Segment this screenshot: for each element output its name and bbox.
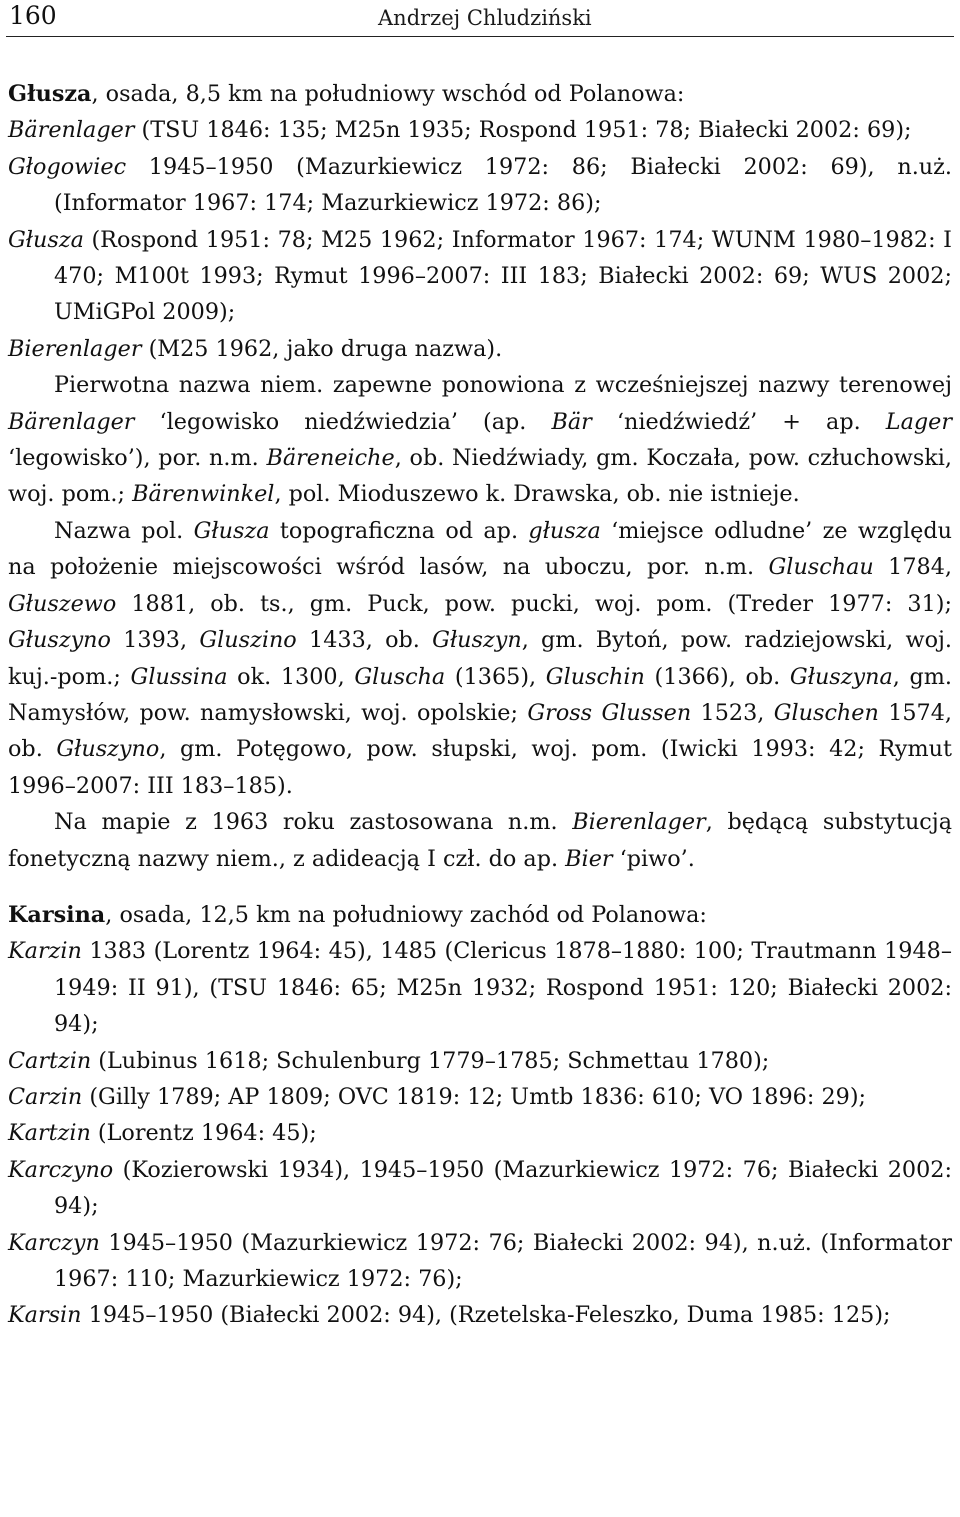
historical-form: [8, 1043, 952, 1079]
dictionary-content: [8, 76, 952, 1334]
name-form: Gross Glussen: [527, 699, 692, 726]
entry-karsina: [8, 897, 952, 1334]
name-form: Bärenlager: [8, 408, 135, 435]
text-run: (Kozierowski 1934), 1945–1950 (Mazurkiewicz 1972: 76; Białecki 2002: 94);: [54, 1156, 952, 1220]
historical-form: [8, 933, 952, 1042]
historical-form: [8, 1079, 952, 1115]
text-run: 1523,: [691, 699, 774, 726]
text-run: topograficzna od ap.: [269, 517, 529, 544]
text-run: 1881, ob. ts., gm. Puck, pow. pucki, woj. pom. (Treder 1977: 31);: [116, 590, 952, 617]
historical-form: [8, 1152, 952, 1225]
name-form: Bärenwinkel: [132, 481, 275, 508]
historical-form: [8, 1115, 952, 1151]
text-run: , osada, 8,5 km na południowy wschód od Polanowa:: [91, 81, 685, 107]
page-number: 160: [9, 1, 57, 30]
text-run: ‘legowisko niedźwiedzia’ (ap.: [134, 408, 552, 435]
text-run: , gm. Potęgowo, pow. słupski, woj. pom. (Iwicki 1993: 42; Rymut 1996–2007: III 183–185).: [8, 736, 952, 799]
text-run: 1574, ob.: [8, 699, 953, 763]
text-run: 1393,: [110, 627, 200, 654]
text-run: Pierwotna nazwa niem. zapewne ponowiona z wcześniejszej nazwy terenowej: [54, 372, 952, 399]
name-form: Glussina: [130, 663, 228, 690]
etymology-paragraph: [8, 367, 952, 513]
name-form: głusza: [528, 517, 601, 544]
name-form: Bär: [551, 408, 592, 435]
text-run: (1365),: [445, 663, 546, 690]
historical-form: [8, 1225, 952, 1298]
text-run: (Rospond 1951: 78; M25 1962; Informator 1967: 174; WUNM 1980–1982: I 470; M100t 1993; Rymut 1996–2007: III 183; Białecki 2002: 69; WUS 2002; UMiGPol 2009);: [54, 226, 952, 326]
headword: Karsina: [8, 901, 106, 928]
name-form: Gluszino: [199, 627, 297, 654]
name-form: Kartzin: [8, 1120, 91, 1147]
name-form: Głuszyna: [789, 663, 893, 690]
entry-lead: [8, 76, 952, 112]
text-run: ok. 1300,: [227, 663, 355, 690]
etymology-paragraph: [8, 513, 952, 804]
headword: Głusza: [8, 81, 92, 107]
text-run: Nazwa pol.: [54, 517, 194, 544]
name-form: Bärenlager: [8, 117, 135, 144]
text-run: ‘niedźwiedź’ + ap.: [591, 408, 886, 435]
name-form: Gluschen: [773, 699, 879, 726]
text-run: 1945–1950 (Mazurkiewicz 1972: 86; Białecki 2002: 69), n.uż. (Informator 1967: 174; Mazurkiewicz 1972: 86);: [54, 153, 952, 217]
etymology-paragraph: [8, 804, 952, 877]
name-form: Bierenlager: [572, 809, 706, 836]
name-form: Bier: [565, 845, 613, 872]
name-form: Głusza: [193, 517, 270, 544]
historical-form: [8, 1297, 952, 1333]
name-form: Gluschin: [545, 663, 645, 690]
name-form: Bierenlager: [8, 335, 142, 362]
historical-form: [8, 222, 952, 331]
text-run: (TSU 1846: 135; M25n 1935; Rospond 1951: 78; Białecki 2002: 69);: [134, 117, 912, 144]
text-run: 1433, ob.: [296, 627, 433, 654]
text-run: , osada, 12,5 km na południowy zachód od Polanowa:: [105, 901, 707, 928]
name-form: Bäreneiche: [266, 445, 395, 472]
name-form: Lager: [885, 408, 952, 435]
text-run: , gm. Namysłów, pow. namysłowski, woj. opolskie;: [8, 663, 953, 726]
text-run: Na mapie z 1963 roku zastosowana n.m.: [54, 809, 573, 836]
name-form: Karczyn: [8, 1229, 100, 1256]
text-run: 1383 (Lorentz 1964: 45), 1485 (Clericus 1878–1880: 100; Trautmann 1948–1949: II 91), (TSU 1846: 65; M25n 1932; Rospond 1951: 120; Białecki 2002: 94);: [54, 938, 952, 1038]
name-form: Karsin: [8, 1302, 82, 1329]
historical-form: [8, 149, 952, 222]
name-form: Gluscha: [354, 663, 446, 690]
text-run: 1945–1950 (Mazurkiewicz 1972: 76; Białecki 2002: 94), n.uż. (Informator 1967: 110; Mazurkiewicz 1972: 76);: [54, 1229, 952, 1292]
page-header: [6, 0, 954, 37]
name-form: Głogowiec: [8, 153, 127, 180]
entry-lead: [8, 897, 952, 933]
running-title: Andrzej Chludziński: [378, 6, 592, 30]
name-form: Karzin: [8, 938, 82, 965]
text-run: (Lubinus 1618; Schulenburg 1779–1785; Schmettau 1780);: [91, 1047, 770, 1074]
name-form: Cartzin: [8, 1047, 92, 1074]
name-form: Carzin: [8, 1083, 83, 1110]
text-run: 1784,: [873, 554, 953, 581]
name-form: Karczyno: [8, 1156, 114, 1183]
text-run: , będącą substytucją fonetyczną nazwy niem., z adideacją I czł. do ap.: [8, 809, 952, 872]
text-run: (1366), ob.: [644, 663, 790, 690]
name-form: Głuszyno: [8, 627, 111, 654]
text-run: ‘miejsce odludne’ ze względu na położenie miejscowości wśród lasów, na uboczu, por. n.m.: [8, 517, 952, 581]
name-form: Głusza: [8, 226, 84, 253]
name-form: Głuszyno: [56, 736, 160, 763]
entry-glusza: [8, 76, 952, 877]
historical-form: [8, 331, 952, 367]
text-run: ‘piwo’.: [612, 845, 695, 872]
name-form: Głuszewo: [8, 590, 117, 617]
text-run: (Gilly 1789; AP 1809; OVC 1819: 12; Umtb 1836: 610; VO 1896: 29);: [82, 1083, 867, 1110]
text-run: 1945–1950 (Białecki 2002: 94), (Rzetelska-Feleszko, Duma 1985: 125);: [81, 1302, 891, 1329]
name-form: Gluschau: [768, 554, 874, 581]
text-run: , pol. Mioduszewo k. Drawska, ob. nie istnieje.: [274, 481, 800, 508]
text-run: (M25 1962, jako druga nazwa).: [141, 335, 503, 362]
text-run: , ob. Niedźwiady, gm. Koczała, pow. człuchowski, woj. pom.;: [8, 445, 952, 508]
historical-form: [8, 112, 952, 148]
text-run: , gm. Bytoń, pow. radziejowski, woj. kuj.-pom.;: [8, 627, 952, 690]
name-form: Głuszyn: [432, 627, 522, 654]
text-run: (Lorentz 1964: 45);: [90, 1120, 317, 1147]
text-run: ‘legowisko’), por. n.m.: [8, 445, 267, 472]
